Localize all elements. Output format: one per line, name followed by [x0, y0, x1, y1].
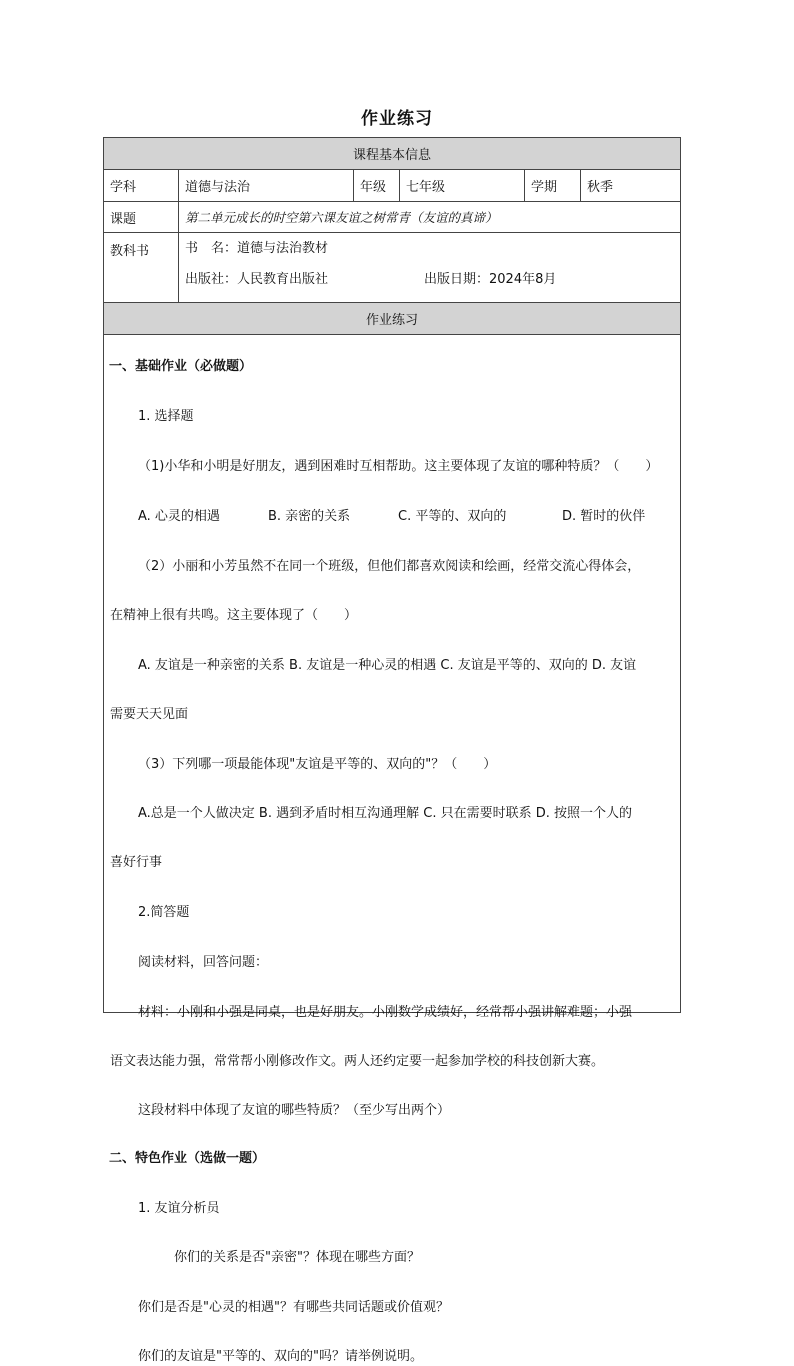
publish-date: 出版日期：2024年8月 [424, 272, 557, 287]
q1-1-text: （1)小华和小明是好朋友，遇到困难时互相帮助。这主要体现了友谊的哪种特质？（ ） [138, 459, 659, 474]
homework-table [103, 137, 681, 1364]
q2-material-line2: 语文表达能力强，常常帮小刚修改作文。两人还约定要一起参加学校的科技创新大赛。 [110, 1054, 605, 1069]
q1-2-line1: （2）小丽和小芳虽然不在同一个班级，但他们都喜欢阅读和绘画，经常交流心得体会， [138, 559, 641, 574]
lesson-label: 课题 [104, 202, 179, 233]
grade-value: 七年级 [400, 170, 525, 202]
part2-heading: 二、特色作业（选做一题） [109, 1151, 266, 1166]
q1-2-options-line2: 需要天天见面 [110, 707, 189, 722]
q2-question: 这段材料中体现了友谊的哪些特质？（至少写出两个） [138, 1103, 451, 1118]
q1-3-options-line2: 喜好行事 [110, 855, 163, 870]
publisher: 出版社：人民教育出版社 [185, 272, 329, 287]
grade-label: 年级 [354, 170, 400, 202]
q1-3-options-line1: A.总是一个人做决定 B. 遇到矛盾时相互沟通理解 C. 只在需要时联系 D. 按照一个人的 [138, 806, 632, 821]
q1-1-option-c: C. 平等的、双向的 [398, 509, 507, 524]
q1-heading: 1. 选择题 [138, 409, 194, 424]
page-title: 作业练习 [361, 109, 433, 129]
textbook-info [179, 233, 681, 303]
homework-section-header: 作业练习 [104, 303, 681, 335]
part2-question3: 你们的友谊是"平等的、双向的"吗？请举例说明。 [138, 1349, 423, 1364]
publisher-line [185, 264, 674, 295]
q2-heading: 2.简答题 [138, 905, 190, 920]
q2-material-line1: 材料：小刚和小强是同桌，也是好朋友。小刚数学成绩好，经常帮小强讲解难题；小强 [138, 1005, 633, 1020]
part2-item1: 1. 友谊分析员 [138, 1201, 220, 1216]
q1-1-option-a: A. 心灵的相遇 [138, 509, 220, 524]
term-label: 学期 [525, 170, 581, 202]
part1-heading: 一、基础作业（必做题） [109, 359, 253, 374]
q2-intro: 阅读材料，回答问题： [138, 955, 269, 970]
term-value: 秋季 [581, 170, 681, 202]
q1-3-text: （3）下列哪一项最能体现"友谊是平等的、双向的"？（ ） [138, 757, 497, 772]
q1-2-options-line1: A. 友谊是一种亲密的关系 B. 友谊是一种心灵的相遇 C. 友谊是平等的、双向的 D. 友谊 [138, 658, 637, 673]
subject-value: 道德与法治 [179, 170, 354, 202]
q1-1-option-b: B. 亲密的关系 [268, 509, 351, 524]
course-info-header: 课程基本信息 [104, 138, 681, 170]
part2-question1: 你们的关系是否"亲密"？体现在哪些方面？ [174, 1250, 420, 1265]
part2-question2: 你们是否是"心灵的相遇"？有哪些共同话题或价值观？ [138, 1300, 449, 1315]
book-name: 书 名：道德与法治教材 [185, 241, 329, 256]
homework-content [104, 335, 681, 1364]
q1-2-line2: 在精神上很有共鸣。这主要体现了（ ） [110, 608, 358, 623]
subject-label: 学科 [104, 170, 179, 202]
q1-1-option-d: D. 暂时的伙伴 [562, 509, 646, 524]
q1-1-options [138, 508, 714, 526]
lesson-value: 第二单元成长的时空第六课友谊之树常青（友谊的真谛） [179, 202, 681, 233]
textbook-label: 教科书 [104, 233, 179, 303]
